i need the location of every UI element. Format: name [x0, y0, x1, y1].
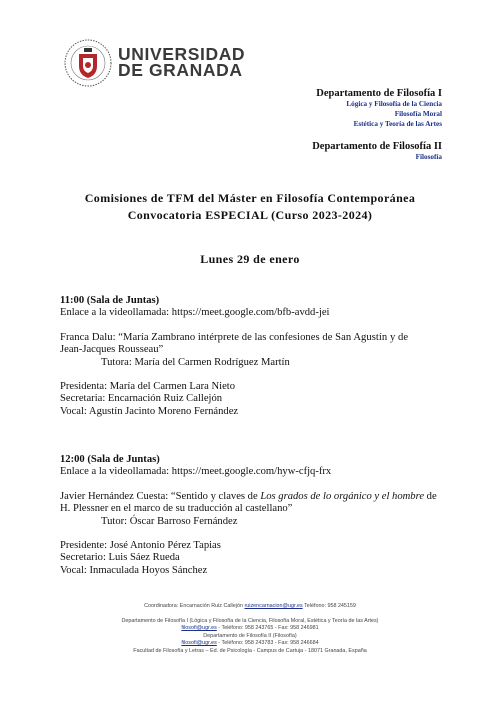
footer-dept1: Departamento de Filosofía I (Lógica y Filosofía de la Ciencia, Filosofía Moral, Estética y Teoría de las Artes): [121, 617, 379, 624]
department-1-area: Estética y Teoría de las Artes: [353, 120, 442, 128]
dept2-email-link[interactable]: filosofi@ugr.es: [181, 640, 217, 647]
department-1-area: Lógica y Filosofía de la Ciencia: [346, 100, 442, 108]
document-title-line1: Comisiones de TFM del Máster en Filosofía Contemporánea: [84, 191, 416, 205]
session-2-video-link[interactable]: Enlace a la videollamada: https://meet.google.com/hyw-cfjq-frx: [60, 466, 332, 478]
footer-coordinator: [0, 603, 500, 611]
footer-block: [0, 603, 500, 656]
footer-dept1-phone: - Teléfono: 958 243765 - Fax: 958 246981: [216, 625, 319, 632]
footer-dept2: Departamento de Filosofía II (Filosofía): [203, 632, 297, 639]
department-2-block: [312, 141, 442, 162]
session-2-book-title: Los grados de lo orgánico y el hombre: [260, 490, 425, 502]
session-2-president: Presidente: José Antonio Pérez Tapias: [60, 540, 221, 552]
session-1-video-link[interactable]: Enlace a la videollamada: https://meet.google.com/bfb-avdd-jei: [60, 307, 330, 319]
university-seal-logo: [63, 38, 113, 88]
session-1-president: Presidenta: María del Carmen Lara Nieto: [60, 381, 236, 393]
session-2-time: 12:00 (Sala de Juntas): [60, 454, 160, 465]
session-1-tutor: Tutora: María del Carmen Rodríguez Martín: [101, 356, 290, 368]
session-2-secretary: Secretario: Luis Sáez Rueda: [60, 552, 180, 564]
session-1-student-line2: Jean-Jacques Rousseau”: [60, 344, 164, 356]
session-2-student-line2: H. Plessner en el marco de su traducción al castellano”: [60, 503, 293, 515]
footer-dept1-contact: [0, 625, 500, 633]
session-2-block: [60, 454, 442, 577]
session-date: Lunes 29 de enero: [200, 252, 300, 266]
department-1-title: Departamento de Filosofía I: [316, 88, 442, 99]
session-1-block: [60, 295, 442, 418]
coordinator-email-link[interactable]: ruizencarnacion@ugr.es: [244, 603, 303, 609]
session-1-secretary: Secretaria: Encarnación Ruiz Callejón: [60, 393, 223, 405]
session-2-student-suffix: de: [424, 490, 437, 502]
department-2-title: Departamento de Filosofía II: [312, 141, 442, 152]
session-2-student-line1: [60, 491, 442, 503]
session-2-student-prefix: Javier Hernández Cuesta: “Sentido y claves de: [60, 490, 261, 502]
session-1-time: 11:00 (Sala de Juntas): [60, 295, 160, 306]
department-1-block: [316, 88, 442, 129]
department-1-area: Filosofía Moral: [394, 110, 442, 118]
university-name-line2: DE GRANADA: [118, 60, 243, 80]
dept1-email-link[interactable]: filosofi@ugr.es: [181, 625, 217, 632]
session-1-vocal: Vocal: Agustín Jacinto Moreno Fernández: [60, 405, 239, 417]
footer-coordinator-phone: Teléfono: 958 245159: [302, 603, 356, 609]
department-2-area: Filosofía: [415, 153, 442, 161]
footer-dept2-contact: [0, 640, 500, 648]
footer-dept2-phone: - Teléfono: 958 243783 - Fax: 958 246684: [216, 640, 319, 647]
footer-coordinator-name: Coordinadora: Encarnación Ruiz Callejón: [144, 603, 245, 609]
session-1-student-line1: Franca Dalu: “María Zambrano intérprete de las confesiones de San Agustín y de: [60, 331, 409, 343]
footer-faculty: Facultad de Filosofía y Letras – Ed. de Psicología - Campus de Cartuja - 18071 Granada, España: [133, 647, 367, 654]
document-title-line2: Convocatoria ESPECIAL (Curso 2023-2024): [127, 208, 373, 222]
session-2-tutor: Tutor: Óscar Barroso Fernández: [101, 515, 238, 527]
university-name-line1: UNIVERSIDAD: [118, 44, 246, 64]
session-2-vocal: Vocal: Inmaculada Hoyos Sánchez: [60, 564, 208, 576]
